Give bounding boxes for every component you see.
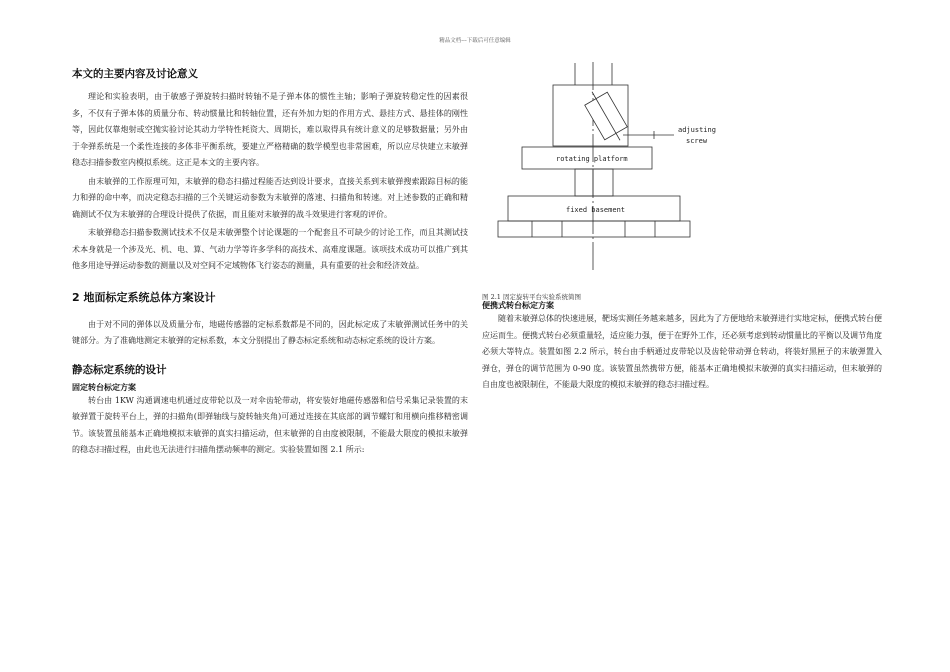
page-header: 精品文档---下载后可任意编辑 (439, 38, 511, 44)
paragraph-3: 末敏弹稳态扫描参数测试技术不仅是末敏弹整个讨论课题的一个配套且不可缺少的讨论工作，而且其测试技术本身就是一个涉及光、机、电、算、气动力学等许多学科的高技术、高难度课题。该项技术成功可以推广到其他多用途导弹运动参数的测量以及对空间不定域物体飞行姿态的测量，具有重要的社会和经济效益。 (72, 228, 468, 270)
basement-foot (498, 221, 690, 237)
label-fixed-basement: fixed basement (566, 206, 626, 214)
section-title-main-content: 本文的主要内容及讨论意义 (72, 68, 198, 80)
projectile-tilted (581, 85, 632, 146)
paragraph-5: 转台由 1KW 沟通调速电机通过皮带轮以及一对伞齿轮带动，将安装好地磁传感器和信号采集记录装置的末敏弹置于旋转平台上，弹的扫描角(即弹轴线与旋转轴夹角)可通过连接在其底部的调节螺钉和用横向推移精密调节。该装置虽能基本正确地模拟末敏弹的真实扫描运动，但末敏弹的自由度被限制，不能最大限度的模拟末敏弹的稳态扫描过程，由此也无法进行扫描角摆动频率的测定。实验装置如图 2.1 所示: (72, 395, 468, 454)
figure-2-1-diagram (480, 62, 730, 274)
section-title-ground-calibration: 2 地面标定系统总体方案设计 (72, 290, 216, 304)
figure-2-1-caption: 图 2.1 固定旋转平台实验系统简图 (482, 293, 581, 301)
label-rotating-platform: rotating platform (556, 155, 628, 163)
label-screw: screw (686, 137, 708, 145)
paragraph-1: 理论和实验表明，由于敏感子弹旋转扫描时转轴不是子弹本体的惯性主轴；影响子弹旋转稳定性的因素很多，不仅有子弹本体的质量分布、转动惯量比和转轴位置，还有外加力矩的作用方式、悬挂方式、悬挂体的刚性等，因此仅靠炮射或空抛实验讨论其动力学特性耗资大、周期长，难以取得具有统计意义的足够数据量；另外由于伞弹系统是一个柔性连接的多体非平衡系统，要建立严格精确的数学模型也非常困难，所以应尽快建立末敏弹稳态扫描参数室内模拟系统。这正是本文的主要内容。 (72, 92, 468, 167)
section-title-static-calibration: 静态标定系统的设计 (72, 363, 167, 376)
paragraph-6: 随着末敏弹总体的快速进展，靶场实测任务越来越多，因此为了方便地给末敏弹进行实地定标，便携式转台便应运而生。便携式转台必须重量轻，适应能力强，便于在野外工作，还必须考虑到转动惯量比的平衡以及调节角度必须大等特点。装置如图 2.2 所示，转台由手柄通过皮带轮以及齿轮带动弹仓转动，将装好黑匣子的末敏弹置入弹仓，弹仓的调节范围为 0-90 度。该装置虽然携带方便，能基本正确地模拟末敏弹的真实扫描运动，但末敏弹的自由度也被限制住，不能最大限度的模拟末敏弹的稳态扫描过程。 (482, 314, 882, 389)
left-column (72, 66, 468, 459)
paragraph-4: 由于对不同的弹体以及质量分布，地磁传感器的定标系数都是不同的，因此标定成了末敏弹测试任务中的关键部分。为了准确地测定末敏弹的定标系数，本文分别提出了静态标定系统和动态标定系统的设计方案。 (72, 319, 468, 345)
subsection-title-portable-turntable: 便携式转台标定方案 (482, 301, 554, 310)
shaft-column (575, 169, 613, 196)
right-column (482, 300, 882, 394)
subsection-title-fixed-turntable: 固定转台标定方案 (72, 382, 136, 392)
paragraph-2: 由末敏弹的工作原理可知，末敏弹的稳态扫描过程能否达到设计要求，直接关系到末敏弹搜索跟踪目标的能力和弹的命中率，而决定稳态扫描的三个关键运动参数为末敏弹的落速、扫描角和转速。对上述参数的正确和精确测试不仅为末敏弹的合理设计提供了依据，而且能对末敏弹的战斗效果进行客观的评价。 (72, 176, 468, 219)
label-adjusting: adjusting (678, 126, 716, 134)
